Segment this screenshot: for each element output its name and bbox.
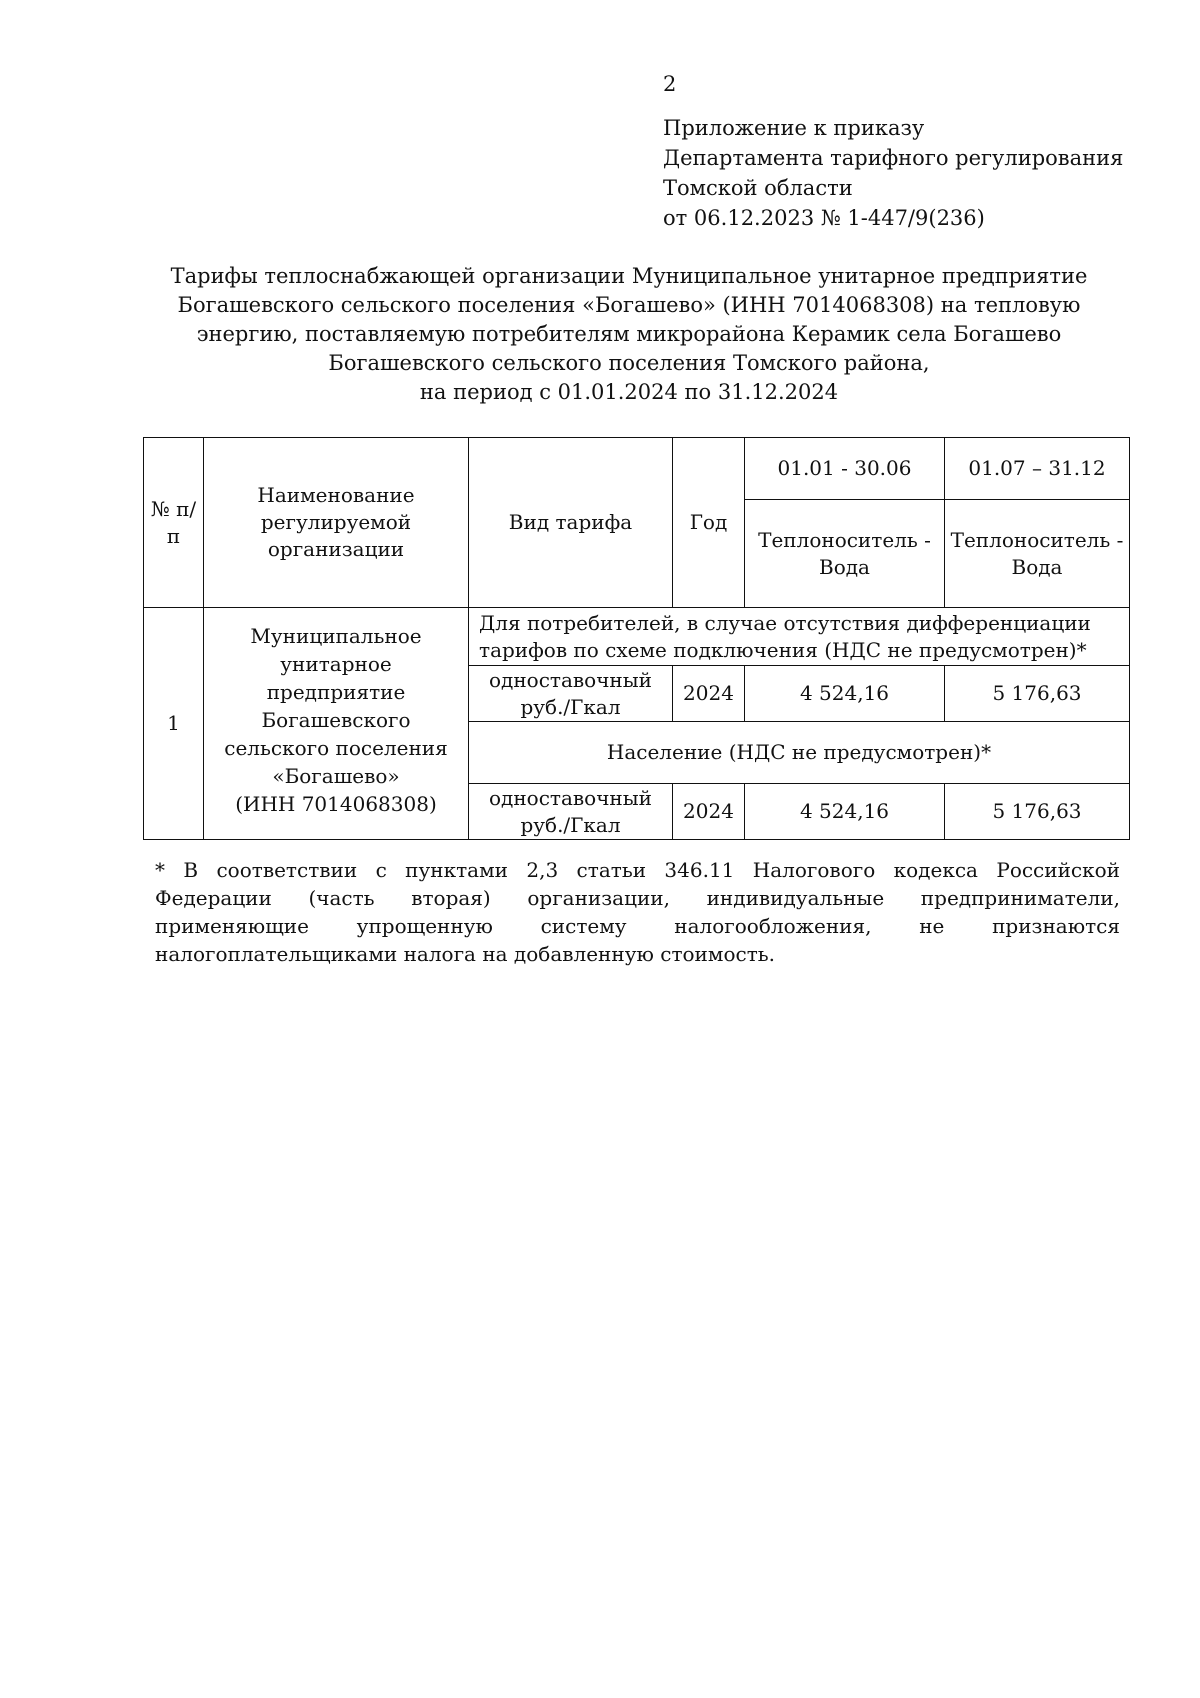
appendix-line: Приложение к приказу	[663, 116, 925, 140]
page-number: 2	[663, 72, 677, 96]
table-row	[144, 608, 1130, 666]
appendix-block	[663, 113, 1123, 233]
tariff-type-cell: одноставочный руб./Гкал	[469, 784, 673, 840]
year-cell: 2024	[673, 666, 745, 722]
title-line: Богашевского сельского поселения Томского района,	[328, 351, 930, 375]
org-name-line: унитарное	[280, 652, 392, 676]
consumer-category: Население (НДС не предусмотрен)*	[469, 722, 1130, 784]
header-period-1: 01.01 - 30.06	[745, 438, 945, 500]
header-year: Год	[673, 438, 745, 608]
org-name-line: предприятие	[266, 680, 406, 704]
org-name-line: Муниципальное	[250, 624, 422, 648]
consumer-category: Для потребителей, в случае отсутствия дифференциации тарифов по схеме подключения (НДС не предусмотрен)*	[469, 608, 1130, 666]
tariff-value-period-2: 5 176,63	[945, 666, 1130, 722]
header-period-2: 01.07 – 31.12	[945, 438, 1130, 500]
title-line: Богашевского сельского поселения «Богашево» (ИНН 7014068308) на тепловую	[177, 293, 1081, 317]
header-num: № п/п	[144, 438, 204, 608]
tariff-value-period-1: 4 524,16	[745, 666, 945, 722]
title-line: энергию, поставляемую потребителям микрорайона Керамик села Богашево	[196, 322, 1062, 346]
appendix-line: Томской области	[663, 176, 853, 200]
title-line: Тарифы теплоснабжающей организации Муниципальное унитарное предприятие	[170, 264, 1088, 288]
tariff-value-period-2: 5 176,63	[945, 784, 1130, 840]
org-name-cell	[204, 608, 469, 840]
year-cell: 2024	[673, 784, 745, 840]
tariff-type-cell: одноставочный руб./Гкал	[469, 666, 673, 722]
org-name-line: сельского поселения	[224, 736, 448, 760]
org-name-line: (ИНН 7014068308)	[235, 792, 437, 816]
header-tariff-type: Вид тарифа	[469, 438, 673, 608]
header-carrier-2: Теплоноситель - Вода	[945, 500, 1130, 608]
row-num: 1	[144, 608, 204, 840]
header-carrier-1: Теплоноситель - Вода	[745, 500, 945, 608]
header-org: Наименование регулируемой организации	[204, 438, 469, 608]
org-name-line: Богашевского	[261, 708, 411, 732]
footnote: * В соответствии с пунктами 2,3 статьи 346.11 Налогового кодекса Российской Федерации (часть вторая) организации, индивидуальные предприниматели, применяющие упрощенную систему налогообложения, не признаются налогоплательщиками налога на добавленную стоимость.	[155, 858, 1120, 966]
header-row	[144, 438, 1130, 500]
appendix-order-date: от 06.12.2023 № 1-447/9(236)	[663, 206, 985, 230]
title-line: на период с 01.01.2024 по 31.12.2024	[419, 380, 839, 404]
tariff-table	[143, 437, 1130, 840]
tariff-value-period-1: 4 524,16	[745, 784, 945, 840]
appendix-line: Департамента тарифного регулирования	[663, 146, 1124, 170]
org-name-line: «Богашево»	[272, 764, 400, 788]
document-title	[140, 262, 1118, 407]
